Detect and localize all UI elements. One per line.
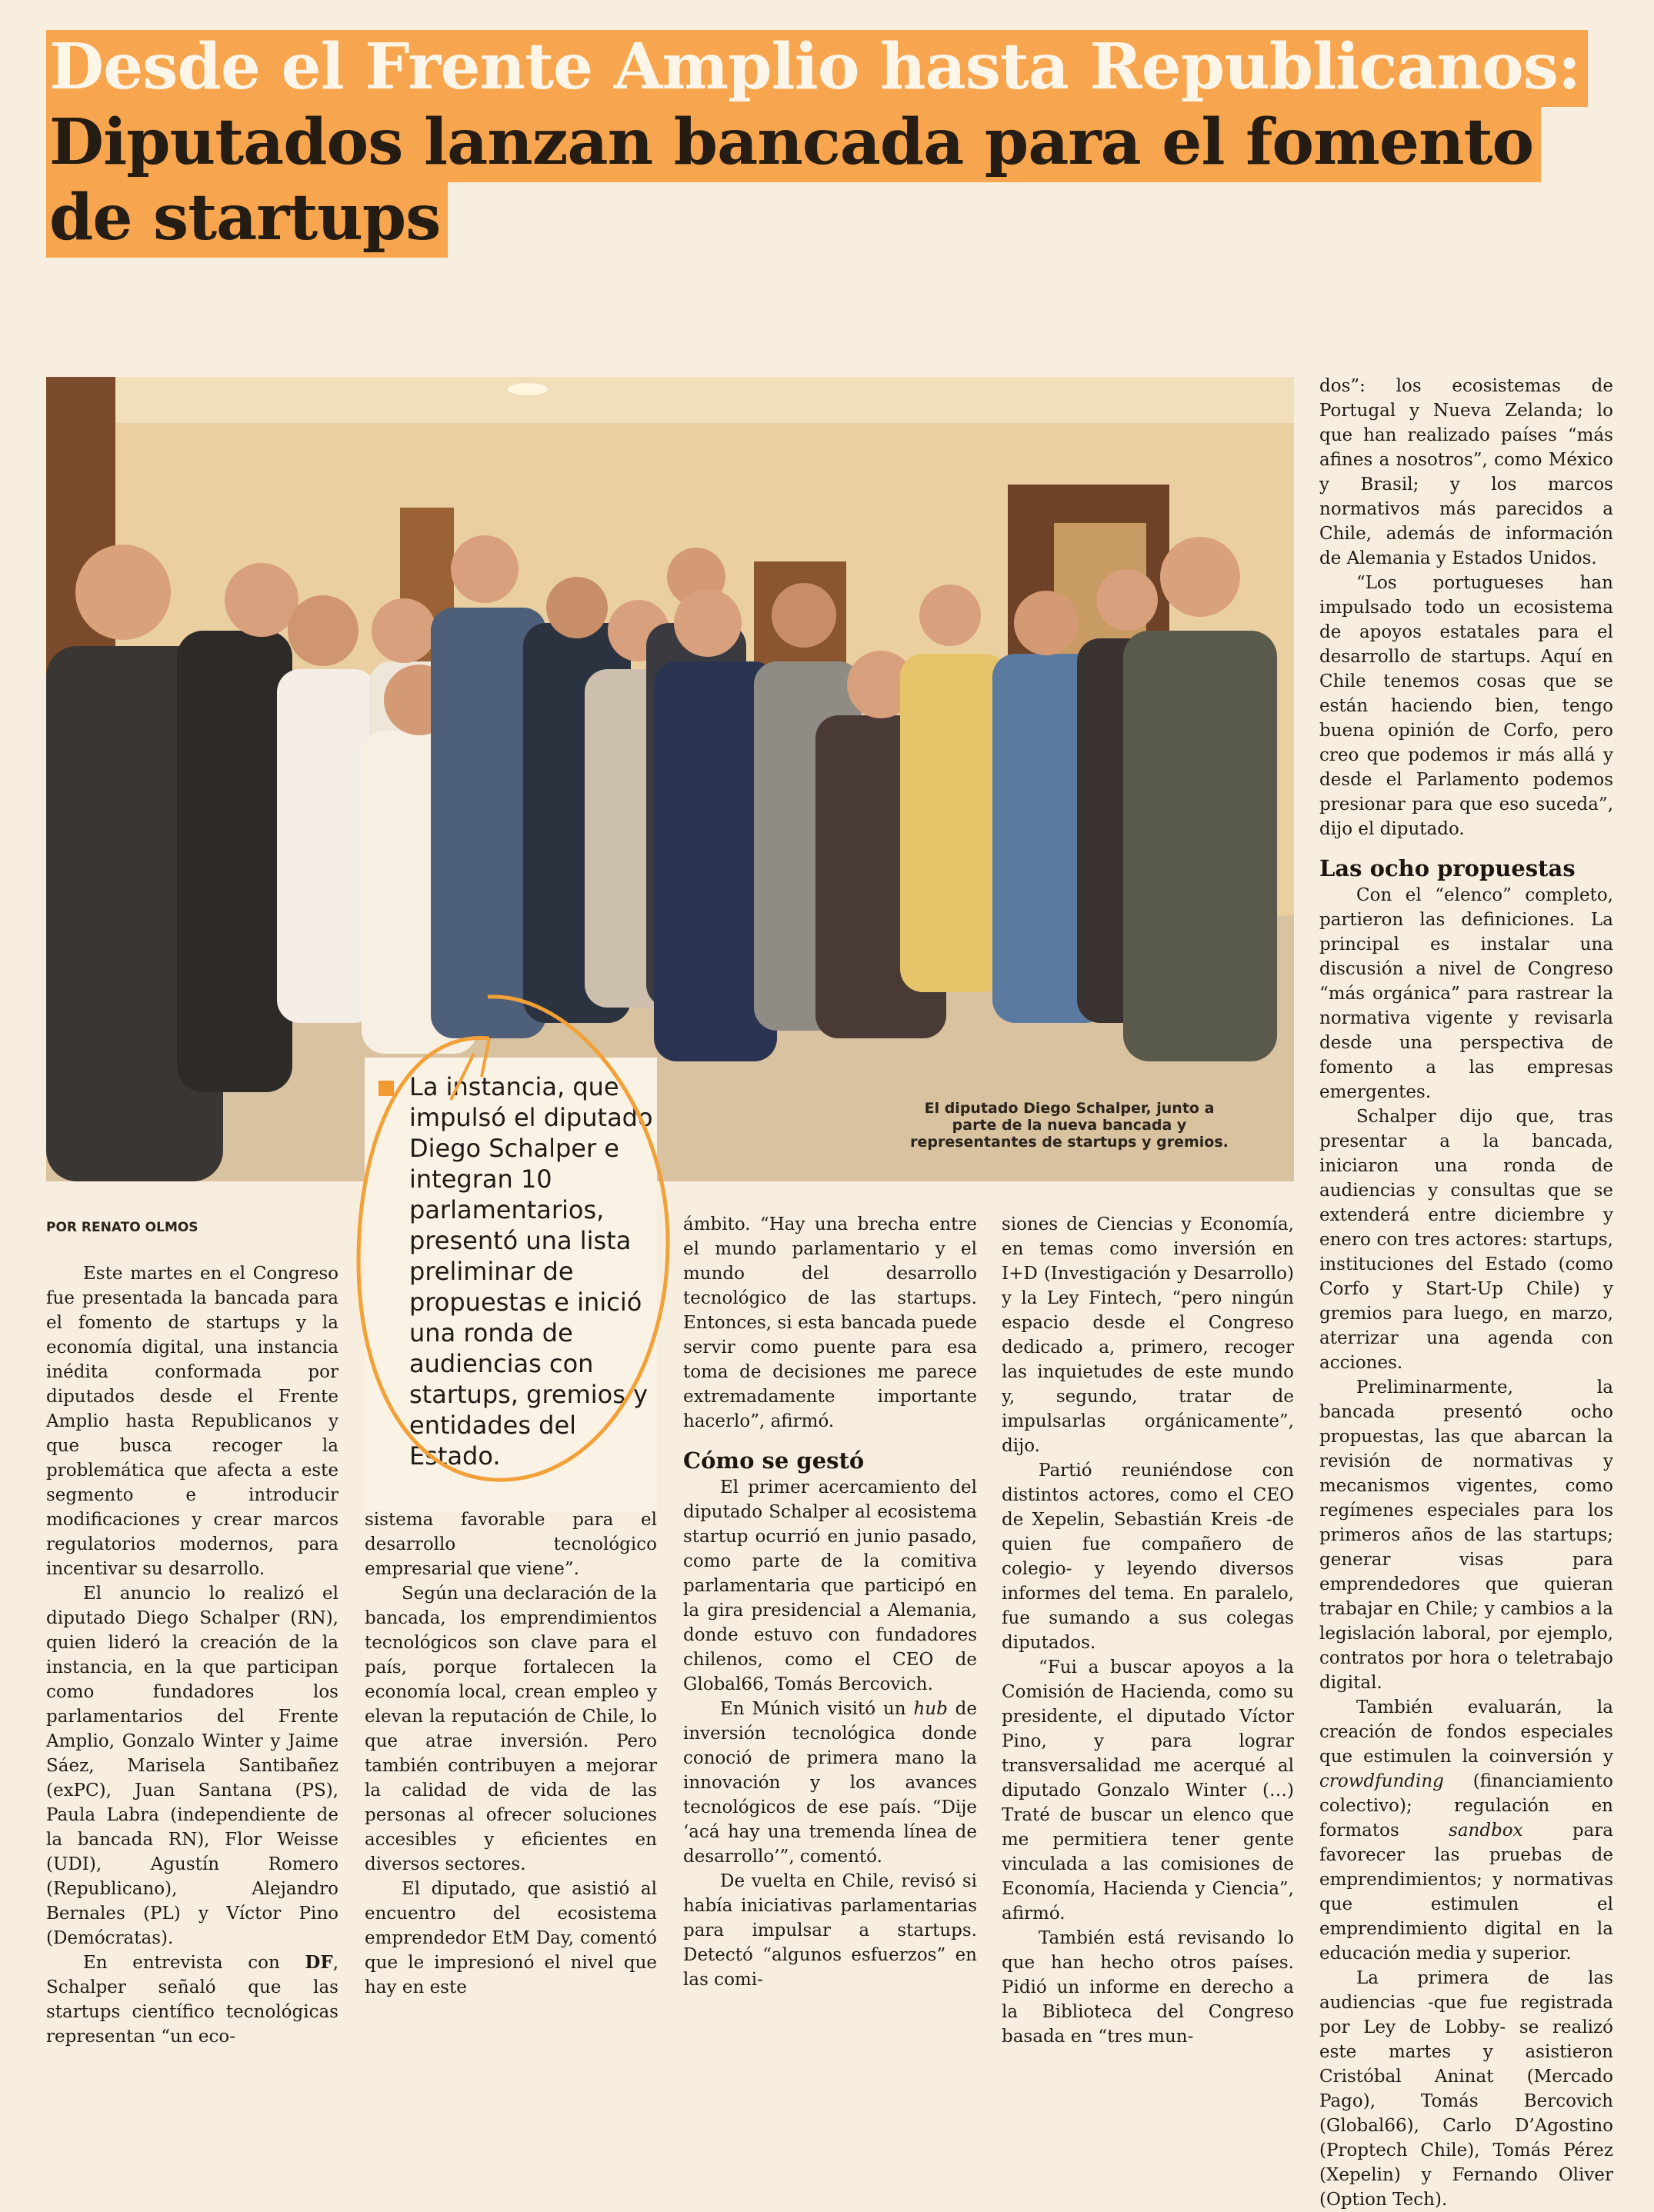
section-heading: Cómo se gestó xyxy=(683,1447,865,1474)
paragraph: sistema favorable para el desarrollo tecnológico empresarial que viene”. xyxy=(365,1510,657,1579)
paragraph: “Fui a buscar apoyos a la Comisión de Hacienda, como su presidente, el diputado Víctor Pino, y para lograr transversalidad me acerqué al diputado Gonzalo Winter (…) Traté de buscar un elenco que me permitiera tener gente vinculada a las comisiones de Economía, Hacienda y Ciencia”, afirmó. xyxy=(1002,1657,1294,1924)
paragraph: Partió reuniéndose con distintos actores, como el CEO de Xepelin, Sebastián Kreis -de quien fue compañero de colegio- y leyendo diversos informes del tema. En paralelo, fue sumando a sus colegas diputados. xyxy=(1002,1461,1294,1653)
paragraph: ámbito. “Hay una brecha entre el mundo parlamentario y el mundo del desarrollo tecnológico de las startups. Entonces, si esta bancada puede servir como puente para esa toma de decisiones me parece extremadamente importante hacerlo”, afirmó. xyxy=(683,1214,977,1431)
article-column-5 xyxy=(1319,374,1613,2212)
paragraph: Según una declaración de la bancada, los emprendimientos tecnológicos son clave para el país, porque fortalecen la economía local, crean empleo y elevan la reputación de Chile, lo que atrae inversión. Pero también contribuyen a mejorar la calidad de vida de las personas al ofrecer soluciones accesibles y eficientes en diversos sectores. xyxy=(365,1584,657,1874)
article-column-4 xyxy=(1002,1212,1294,2049)
paragraph: “Los portugueses han impulsado todo un ecosistema de apoyos estatales para el desarrollo de startups. Aquí en Chile tenemos cosas que se están haciendo bien, tengo buena opinión de Corfo, pero creo que podemos ir más allá y desde el Parlamento podemos presionar para que eso suceda”, dijo el diputado. xyxy=(1319,573,1613,839)
section-heading: Las ocho propuestas xyxy=(1319,855,1576,881)
pull-quote-text: La instancia, que impulsó el diputado Diego Schalper e integran 10 parlamentarios, presentó una lista preliminar de propuestas e inició una ronda de audiencias con startups, gremios y entidades del Estado. xyxy=(409,1072,653,1471)
paragraph xyxy=(46,1950,338,2049)
paragraph: Este martes en el Congreso fue presentada la bancada para el fomento de startups y la economía digital, una instancia inédita conformada por diputados desde el Frente Amplio hasta Republicanos y que busca recoger la problemática que afecta a este segmento e introducir modificaciones y crear marcos regulatorios modernos, para incentivar su desarrollo. xyxy=(46,1264,338,1579)
paragraph: siones de Ciencias y Economía, en temas como inversión en I+D (Investigación y Desarrollo) y la Ley Fintech, “pero ningún espacio desde el Congreso dedicado a, primero, recoger las inquietudes de este mundo y, segundo, tratar de impulsarlas orgánicamente”, dijo. xyxy=(1002,1214,1294,1456)
photo-caption: El diputado Diego Schalper, junto a parte de la nueva bancada y representantes de startups y gremios. xyxy=(910,1100,1229,1151)
byline: POR RENATO OLMOS xyxy=(46,1220,198,1235)
article-column-3 xyxy=(683,1212,977,1992)
paragraph: El diputado, que asistió al encuentro del ecosistema emprendedor EtM Day, comentó que le impresionó el nivel que hay en este xyxy=(365,1879,657,1997)
text-run: En entrevista con xyxy=(83,1953,305,1973)
paragraph xyxy=(683,1697,977,1869)
text-run: (financiamiento colectivo); regulación en formatos xyxy=(1319,1771,1613,1841)
paragraph: Preliminarmente, la bancada presentó ocho propuestas, las que abarcan la revisión de normativas y mecanismos vigentes, como regímenes especiales para los primeros años de las startups; generar visas para emprendedores que quieran trabajar en Chile; y cambios a la legislación laboral, por ejemplo, contratos por hora o teletrabajo digital. xyxy=(1319,1378,1613,1693)
article-column-2 xyxy=(365,1507,657,2000)
text-run: para favorecer las pruebas de emprendimientos; y normativas que estimulen el emprendimiento digital en la educación media y superior. xyxy=(1319,1821,1613,1964)
text-run: de inversión tecnológica donde conoció de primera mano la innovación y los avances tecnológicos de ese país. “Dije ‘acá hay una tremenda línea de desarrollo’”, comentó. xyxy=(683,1699,977,1867)
paragraph: Schalper dijo que, tras presentar a la bancada, iniciaron una ronda de audiencias y consultas que se extenderá entre diciembre y enero con tres actores: startups, instituciones del Estado (como Corfo y Start-Up Chile) y gremios para luego, en marzo, aterrizar una agenda con acciones. xyxy=(1319,1107,1613,1373)
headline-light: Desde el Frente Amplio hasta Republicanos: xyxy=(46,30,1588,107)
text-run-bold: DF xyxy=(305,1952,333,1973)
headline-dark: Diputados lanzan bancada para el fomento de startups xyxy=(46,105,1541,258)
paragraph xyxy=(1319,1695,1613,1966)
text-run-italic: hub xyxy=(913,1699,948,1719)
paragraph: La primera de las audiencias -que fue registrada por Ley de Lobby- se realizó este martes y asistieron Cristóbal Aninat (Mercado Pago), Tomás Bercovich (Global66), Carlo D’Agostino (Proptech Chile), Tomás Pérez (Xepelin) y Fernando Oliver (Option Tech). xyxy=(1319,1968,1613,2210)
paragraph: El anuncio lo realizó el diputado Diego Schalper (RN), quien lideró la creación de la instancia, en la que participan como fundadores los parlamentarios del Frente Amplio, Gonzalo Winter y Jaime Sáez, Marisela Santibañez (exPC), Juan Santana (PS), Paula Labra (independiente de la bancada RN), Flor Weisse (UDI), Agustín Romero (Republicano), Alejandro Bernales (PL) y Víctor Pino (Demócratas). xyxy=(46,1584,338,1948)
paragraph: El primer acercamiento del diputado Schalper al ecosistema startup ocurrió en junio pasado, como parte de la comitiva parlamentaria que participó en la gira presidencial a Alemania, donde estuvo con fundadores chilenos, como el CEO de Global66, Tomás Bercovich. xyxy=(683,1477,977,1694)
text-run: También evaluarán, la creación de fondos especiales que estimulen la coinversión y xyxy=(1319,1697,1613,1767)
paragraph: De vuelta en Chile, revisó si había iniciativas parlamentarias para impulsar a startups. Detectó “algunos esfuerzos” en las comi- xyxy=(683,1871,977,1990)
text-run-italic: sandbox xyxy=(1449,1821,1523,1841)
article-column-1 xyxy=(46,1261,338,2049)
handdrawn-circle-mark xyxy=(343,984,682,1492)
paragraph: También está revisando lo que han hecho otros países. Pidió un informe en derecho a la Biblioteca del Congreso basada en “tres mun- xyxy=(1002,1928,1294,2047)
text-run: , Schalper señaló que las startups científico tecnológicas representan “un eco- xyxy=(46,1953,338,2047)
paragraph: dos”: los ecosistemas de Portugal y Nueva Zelanda; lo que han realizado países “más afines a nosotros”, como México y Brasil; y los marcos normativos más parecidos a Chile, además de información de Alemania y Estados Unidos. xyxy=(1319,376,1613,568)
text-run: En Múnich visitó un xyxy=(720,1699,914,1719)
text-run-italic: crowdfunding xyxy=(1319,1771,1444,1791)
paragraph: Con el “elenco” completo, partieron las definiciones. La principal es instalar una discusión a nivel de Congreso “más orgánica” para rastrear la normativa vigente y revisarla desde una perspectiva de fomento a las empresas emergentes. xyxy=(1319,885,1613,1102)
headline xyxy=(46,29,1592,255)
